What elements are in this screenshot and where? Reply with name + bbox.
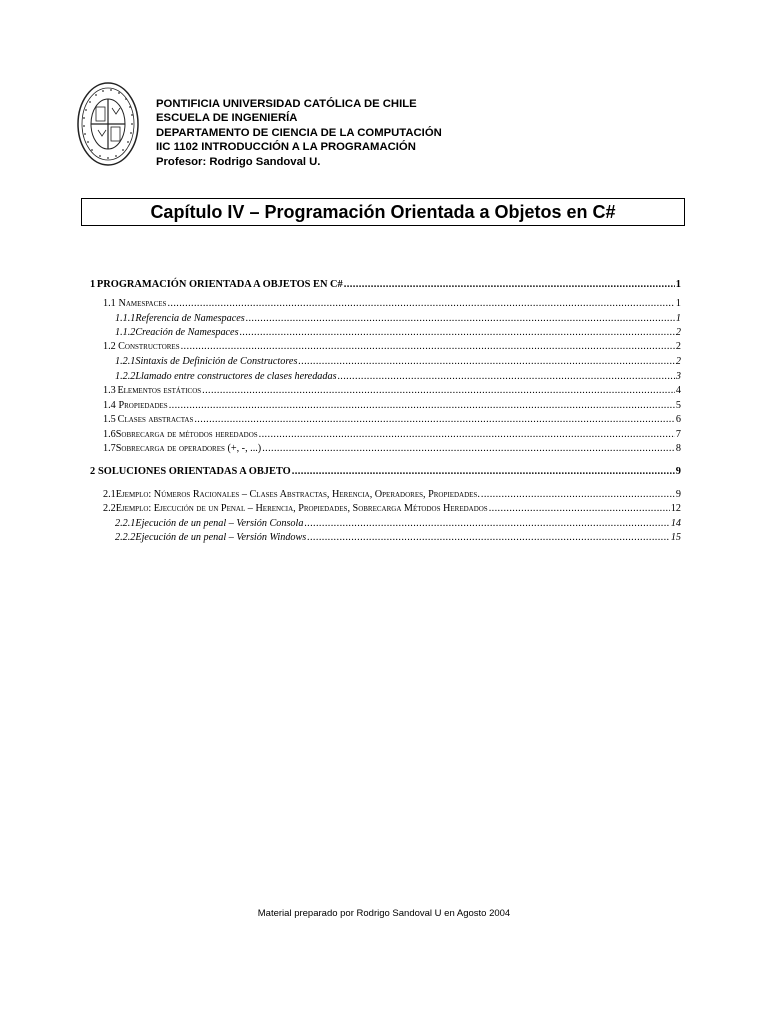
- toc-leader-dots: [307, 532, 670, 543]
- toc-entry-page: 2: [675, 356, 681, 367]
- toc-entry-page: 1: [675, 279, 681, 290]
- toc-entry[interactable]: [115, 313, 681, 324]
- toc-leader-dots: [240, 327, 675, 338]
- toc-entry[interactable]: [103, 489, 681, 500]
- toc-entry[interactable]: [103, 385, 681, 396]
- toc-entry-number: 2.2.2: [115, 532, 136, 543]
- toc-entry-number: 1.1.1: [115, 313, 136, 324]
- toc-entry-page: 6: [675, 414, 681, 425]
- institution-header: [156, 97, 442, 169]
- toc-leader-dots: [489, 503, 670, 514]
- footer-note: Material preparado por Rodrigo Sandoval U en Agosto 2004: [257, 908, 511, 919]
- toc-leader-dots: [304, 518, 669, 529]
- toc-entry-label: Propiedades: [118, 400, 168, 411]
- toc-entry[interactable]: [115, 532, 681, 543]
- toc-leader-dots: [181, 341, 675, 352]
- header-line-school: ESCUELA DE INGENIERÍA: [156, 112, 298, 125]
- toc-leader-dots: [338, 371, 675, 382]
- toc-entry-page: 9: [675, 489, 681, 500]
- toc-entry[interactable]: [115, 371, 681, 382]
- toc-entry-page: 5: [675, 400, 681, 411]
- toc-entry-label: SOLUCIONES ORIENTADAS A OBJETO: [97, 466, 291, 477]
- toc-entry[interactable]: [90, 466, 681, 477]
- toc-entry-page: 1: [675, 298, 681, 309]
- toc-entry[interactable]: [103, 414, 681, 425]
- toc-entry-number: 1.2.2: [115, 371, 136, 382]
- toc-entry-number: 1.3: [103, 385, 116, 396]
- toc-entry-label: Ejecución de un penal – Versión Windows: [135, 532, 307, 543]
- toc-leader-dots: [481, 489, 675, 500]
- toc-leader-dots: [167, 298, 674, 309]
- toc-entry-label: Ejecución de un penal – Versión Consola: [135, 518, 304, 529]
- toc-entry-label: Referencia de Namespaces: [135, 313, 245, 324]
- toc-entry-page: 4: [675, 385, 681, 396]
- header-line-university: PONTIFICIA UNIVERSIDAD CATÓLICA DE CHILE: [156, 98, 417, 110]
- toc-entry-label: Elementos estáticos: [117, 385, 202, 396]
- toc-entry[interactable]: [103, 341, 681, 352]
- toc-leader-dots: [169, 400, 675, 411]
- toc-entry-number: 1.4: [103, 400, 116, 411]
- toc-entry[interactable]: [103, 400, 681, 411]
- toc-entry-page: 12: [670, 503, 681, 514]
- toc-entry[interactable]: [115, 327, 681, 338]
- toc-entry-page: 15: [670, 532, 681, 543]
- toc-entry-number: 1.2: [103, 341, 116, 352]
- toc-entry-page: 8: [675, 443, 681, 454]
- toc-entry-label: PROGRAMACIÓN ORIENTADA A OBJETOS EN C#: [96, 279, 343, 290]
- toc-entry[interactable]: [103, 443, 681, 454]
- toc-entry[interactable]: [103, 298, 681, 309]
- toc-entry-label: Namespaces: [118, 298, 167, 309]
- toc-entry-number: 1: [90, 279, 96, 290]
- toc-entry-label: Sobrecarga de operadores (+, -, ...): [115, 443, 262, 454]
- toc-entry[interactable]: [115, 356, 681, 367]
- toc-entry-label: Sintaxis de Definición de Constructores: [135, 356, 298, 367]
- toc-leader-dots: [246, 313, 675, 324]
- toc-entry-number: 2: [90, 466, 96, 477]
- toc-entry-page: 9: [675, 466, 681, 477]
- header-line-course: IIC 1102 INTRODUCCIÓN A LA PROGRAMACIÓN: [156, 141, 416, 154]
- toc-leader-dots: [262, 443, 675, 454]
- toc-entry-number: 1.1: [103, 298, 116, 309]
- toc-entry-page: 1: [675, 313, 681, 324]
- toc-entry[interactable]: [103, 429, 681, 440]
- toc-entry-label: Ejemplo: Ejecución de un Penal – Herencia, Propiedades, Sobrecarga Métodos Heredados: [115, 503, 488, 514]
- chapter-title: Capítulo IV – Programación Orientada a Objetos en C#: [81, 198, 685, 226]
- toc-entry-number: 1.2.1: [115, 356, 136, 367]
- toc-entry[interactable]: [115, 518, 681, 529]
- toc-leader-dots: [292, 466, 675, 477]
- toc-leader-dots: [194, 414, 675, 425]
- toc-leader-dots: [344, 279, 675, 290]
- toc-entry[interactable]: [90, 279, 681, 290]
- toc-entry-number: 2.1: [103, 489, 116, 500]
- toc-leader-dots: [298, 356, 674, 367]
- toc-entry-page: 3: [675, 371, 681, 382]
- toc-entry-page: 7: [675, 429, 681, 440]
- toc-entry-number: 2.2: [103, 503, 116, 514]
- toc-entry-number: 1.7: [103, 443, 116, 454]
- toc-entry-page: 2: [675, 341, 681, 352]
- toc-entry-label: Clases abstractas: [117, 414, 194, 425]
- toc-entry-label: Constructores: [118, 341, 180, 352]
- toc-entry-page: 2: [675, 327, 681, 338]
- toc-entry-label: Ejemplo: Números Racionales – Clases Abstractas, Herencia, Operadores, Propiedades.: [115, 489, 480, 500]
- toc-entry-number: 1.5: [103, 414, 116, 425]
- toc-leader-dots: [202, 385, 675, 396]
- toc-entry[interactable]: [103, 503, 681, 514]
- toc-entry-number: 2.2.1: [115, 518, 136, 529]
- university-seal-logo: [76, 80, 140, 168]
- toc-entry-number: 1.1.2: [115, 327, 136, 338]
- toc-entry-label: Creación de Namespaces: [135, 327, 239, 338]
- toc-entry-page: 14: [670, 518, 681, 529]
- header-line-department: DEPARTAMENTO DE CIENCIA DE LA COMPUTACIÓN: [156, 126, 442, 139]
- header-line-professor: Profesor: Rodrigo Sandoval U.: [156, 155, 321, 168]
- toc-entry-label: Sobrecarga de métodos heredados: [115, 429, 258, 440]
- toc-entry-label: Llamado entre constructores de clases heredadas: [135, 371, 337, 382]
- toc-leader-dots: [259, 429, 675, 440]
- toc-entry-number: 1.6: [103, 429, 116, 440]
